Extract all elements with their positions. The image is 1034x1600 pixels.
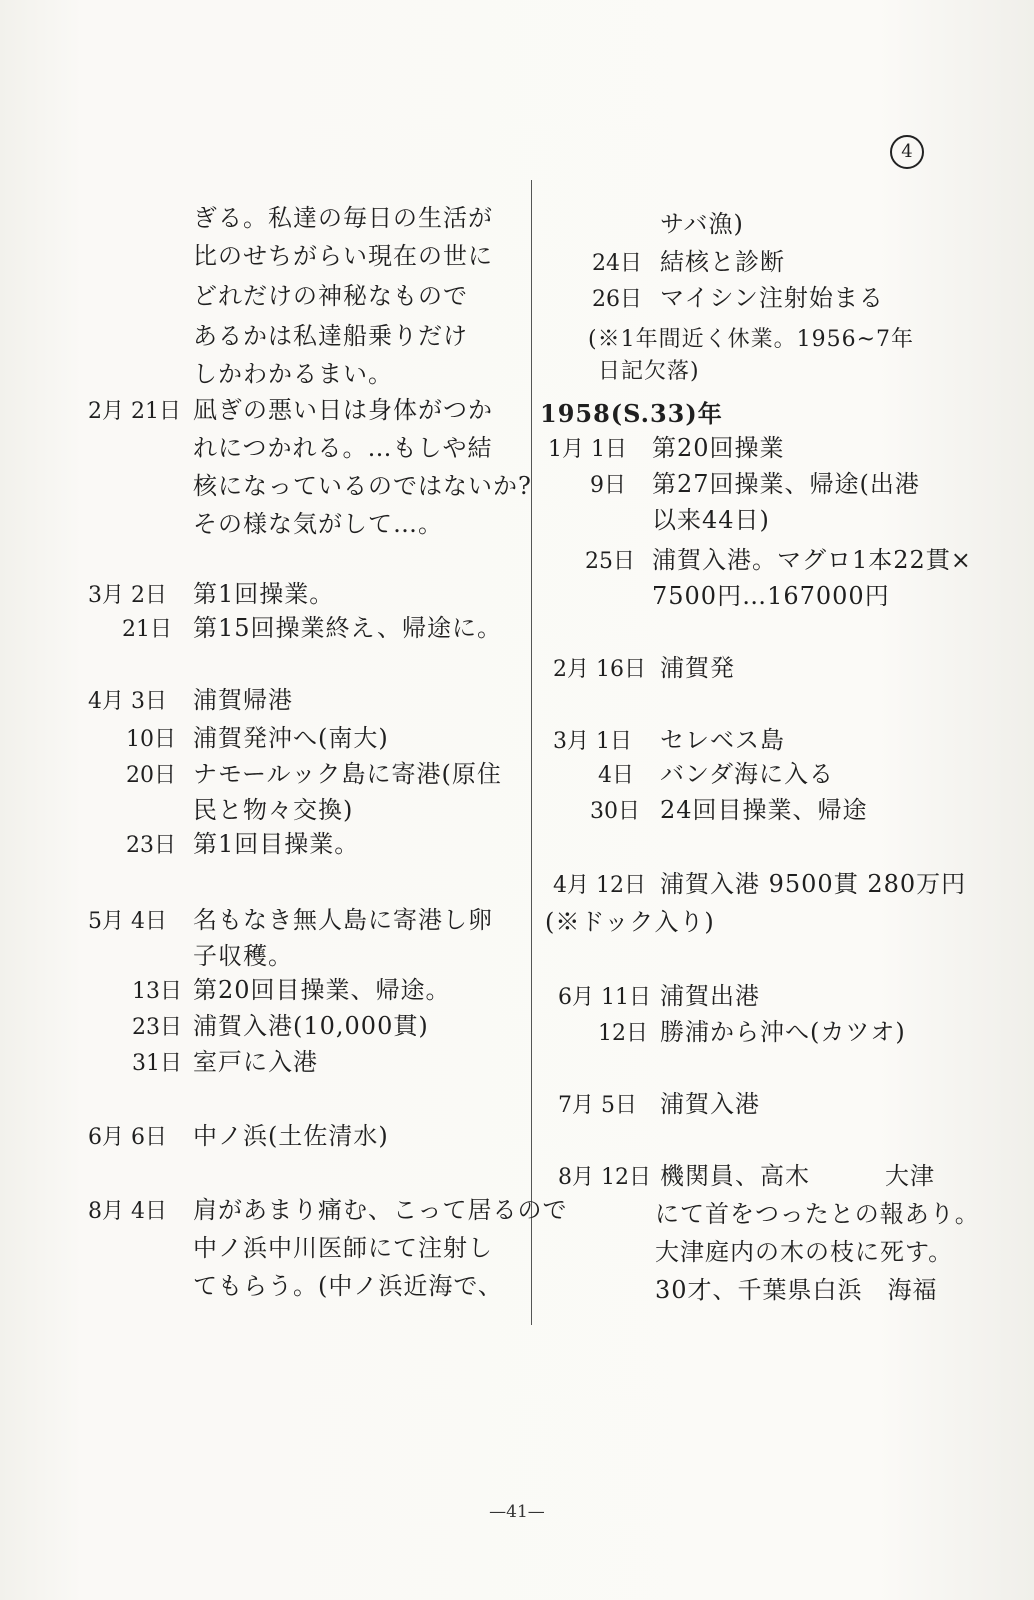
entry-date: 4日 [598, 763, 634, 788]
entry-text: 第1回目操業。 [193, 830, 360, 858]
year-heading: 1958(S.33)年 [540, 399, 723, 428]
entry-text: 浦賀帰港 [193, 686, 293, 714]
entry-text: セレベス島 [660, 726, 785, 754]
entry-text: 第1回操業。 [193, 580, 335, 608]
column-divider [531, 180, 532, 1325]
entry-text: 第20回操業 [652, 434, 785, 462]
entry-text: 浦賀出港 [660, 982, 760, 1010]
entry-text: マイシン注射始まる [660, 284, 884, 312]
entry-date: 2月 21日 [88, 399, 181, 424]
entry-text: 民と物々交換) [193, 796, 354, 824]
entry-date: 3月 1日 [553, 729, 632, 754]
circled-page-number: 4 [890, 135, 924, 169]
entry-date: 24日 [592, 251, 642, 276]
entry-text: 24回目操業、帰途 [660, 796, 868, 824]
entry-date: 10日 [126, 727, 176, 752]
entry-text: 中ノ浜中川医師にて注射し [193, 1234, 493, 1262]
entry-text: 7500円…167000円 [652, 582, 890, 610]
entry-date: 6月 6日 [88, 1125, 167, 1150]
entry-text: 以来44日) [652, 506, 770, 534]
entry-text: 大津庭内の木の枝に死す。 [655, 1238, 954, 1266]
entry-text: ナモールック島に寄港(原住 [193, 760, 502, 788]
left-cont-line: 比のせちがらい現在の世に [193, 242, 493, 270]
entry-date: 31日 [132, 1051, 182, 1076]
entry-text: 浦賀入港 [660, 1090, 760, 1118]
left-cont-line: ぎる。私達の毎日の生活が [193, 204, 493, 232]
entry-text: 浦賀入港(10,000貫) [193, 1012, 429, 1040]
entry-date: 23日 [126, 833, 176, 858]
entry-text: 浦賀発 [660, 654, 735, 682]
entry-text: れにつかれる。…もしや結 [193, 434, 493, 462]
entry-text: その様な気がして…。 [193, 510, 443, 538]
entry-date: 8月 12日 [558, 1165, 651, 1190]
entry-date: 4月 12日 [553, 873, 646, 898]
note-text: (※ドック入り) [545, 908, 715, 936]
entry-date: 8月 4日 [88, 1199, 167, 1224]
entry-date: 30日 [590, 799, 640, 824]
entry-text: バンダ海に入る [660, 760, 835, 788]
entry-text: 核になっているのではないか? [193, 472, 532, 500]
entry-text: にて首をつったとの報あり。 [655, 1200, 980, 1228]
entry-date: 13日 [132, 979, 182, 1004]
page-number: —41— [489, 1502, 545, 1522]
entry-date: 5月 4日 [88, 909, 167, 934]
entry-text: 浦賀入港。マグロ1本22貫× [652, 546, 972, 574]
entry-date: 3月 2日 [88, 583, 167, 608]
entry-text: 勝浦から沖へ(カツオ) [660, 1018, 906, 1046]
entry-date: 21日 [122, 617, 172, 642]
entry-text: 第27回操業、帰途(出港 [652, 470, 920, 498]
note-text: 日記欠落) [598, 359, 700, 384]
entry-text: 30才、千葉県白浜 海福 [655, 1276, 938, 1304]
entry-date: 12日 [598, 1021, 648, 1046]
entry-text: 中ノ浜(土佐清水) [193, 1122, 389, 1150]
entry-text: 結核と診断 [660, 248, 785, 276]
entry-date: 9日 [590, 473, 626, 498]
entry-text: 室戸に入港 [193, 1048, 318, 1076]
entry-text: 第15回操業終え、帰途に。 [193, 614, 502, 642]
entry-text: てもらう。(中ノ浜近海で、 [193, 1272, 503, 1300]
entry-text: 浦賀入港 9500貫 280万円 [660, 870, 967, 898]
entry-date: 20日 [126, 763, 176, 788]
entry-text: 凪ぎの悪い日は身体がつか [193, 396, 493, 424]
entry-date: 4月 3日 [88, 689, 167, 714]
left-cont-line: しかわかるまい。 [193, 360, 393, 388]
left-cont-line: あるかは私達船乗りだけ [193, 322, 468, 350]
entry-date: 26日 [592, 287, 642, 312]
entry-text: 浦賀発沖へ(南大) [193, 724, 389, 752]
entry-date: 23日 [132, 1015, 182, 1040]
entry-date: 1月 1日 [548, 437, 627, 462]
entry-text: 機関員、高木 大津 [660, 1162, 935, 1190]
entry-date: 2月 16日 [553, 657, 646, 682]
entry-text: 第20回目操業、帰途。 [193, 976, 451, 1004]
entry-text: 肩があまり痛む、こって居るので [193, 1196, 568, 1224]
right-cont-line: サバ漁) [660, 210, 744, 238]
entry-date: 25日 [585, 549, 635, 574]
entry-text: 名もなき無人島に寄港し卵 [193, 906, 493, 934]
note-text: (※1年間近く休業。1956~7年 [588, 327, 914, 352]
entry-date: 7月 5日 [558, 1093, 637, 1118]
left-cont-line: どれだけの神秘なもので [193, 282, 468, 310]
entry-text: 子収穫。 [193, 942, 293, 970]
entry-date: 6月 11日 [558, 985, 651, 1010]
